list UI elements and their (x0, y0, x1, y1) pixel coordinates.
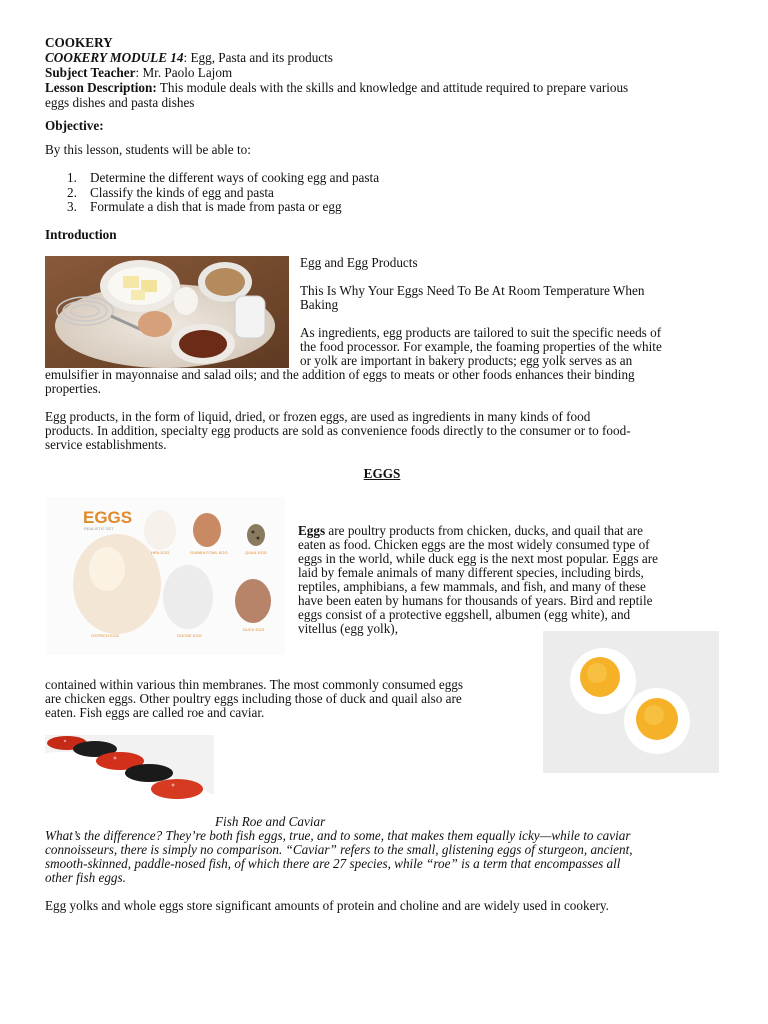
lesson-text-1: This module deals with the skills and knowledge and attitude required to prepare various (156, 80, 629, 95)
intro-p2-line1: Egg products, in the form of liquid, dried, or frozen eggs, are used as ingredients in many kinds of food (45, 409, 591, 424)
article-title-1: This Is Why Your Eggs Need To Be At Room Temperature When (300, 283, 645, 298)
egg-types-poster-image (47, 497, 285, 655)
intro-p2-line3: service establishments. (45, 437, 167, 452)
boiled-eggs-image (543, 631, 719, 773)
eggs-line5: reptiles, amphibians, a few mammals, and fish, and many of these (298, 579, 646, 594)
intro-p1-line3: or yolk are important in bakery products; egg yolk serves as an (300, 353, 633, 368)
list-item (67, 200, 379, 215)
poster-label-duck: DUCK EGG (243, 627, 265, 632)
intro-p2-line2: products. In addition, specialty egg products are sold as convenience foods directly to the consumer or to food- (45, 423, 631, 438)
list-text: Formulate a dish that is made from pasta or egg (90, 199, 342, 214)
list-item (67, 171, 379, 186)
eggs-line6: have been eaten by humans for thousands of years. Bird and reptile (298, 593, 653, 608)
list-number: 1. (67, 170, 77, 185)
caviar-quote-line2: connoisseurs, there is simply no comparison. “Caviar” refers to the small, glistening eggs of sturgeon, ancient, (45, 842, 633, 857)
caviar-quote-line3: smooth-skinned, paddle-nosed fish, of which there are 27 species, while “roe” is a term that encompasses all (45, 856, 621, 871)
list-number: 2. (67, 184, 77, 200)
lesson-text-2: eggs dishes and pasta dishes (45, 95, 195, 110)
list-text: Determine the different ways of cooking egg and pasta (90, 170, 380, 185)
eggs-line1-rest: are poultry products from chicken, ducks, and quail that are (325, 523, 643, 538)
intro-p1-line1: As ingredients, egg products are tailored to suit the specific needs of (300, 325, 662, 340)
fish-roe-caviar-image (45, 735, 214, 826)
intro-p1-line2: the food processor. For example, the foaming properties of the white (300, 339, 662, 354)
fish-roe-caption: Fish Roe and Caviar (215, 814, 326, 829)
intro-subtitle: Egg and Egg Products (300, 255, 418, 270)
lesson-label: Lesson Description: (45, 80, 157, 95)
poster-label-hen: HEN EGG (151, 550, 170, 555)
poster-subtitle: REALISTIC SET (84, 526, 114, 531)
poster-label-quail: QUAIL EGG (245, 550, 267, 555)
objective-heading: Objective: (45, 118, 104, 133)
caviar-quote-line1: What’s the difference? They’re both fish eggs, true, and to some, that makes them equally icky—while to caviar (45, 828, 631, 843)
eggs-cont-line1: contained within various thin membranes. The most commonly consumed eggs (45, 677, 464, 692)
article-title-2: Baking (300, 297, 339, 312)
intro-p1-line4: emulsifier in mayonnaise and salad oils; and the addition of eggs to meats or other foods enhances their binding (45, 367, 635, 382)
closing-paragraph: Egg yolks and whole eggs store significant amounts of protein and choline and are widely used in cookery. (45, 898, 609, 913)
objective-intro: By this lesson, students will be able to: (45, 142, 251, 157)
eggs-cont-line3: eaten. Fish eggs are called roe and caviar. (45, 705, 265, 720)
eggs-line2: eaten as food. Chicken eggs are the most widely consumed type of (298, 537, 650, 552)
poster-label-ostrich: OSTRICH EGG (91, 633, 120, 638)
module-title: : Egg, Pasta and its products (183, 50, 333, 65)
eggs-lead-word: Eggs (298, 523, 326, 538)
poster-label-guinea: GUINEA FOWL EGG (190, 550, 228, 555)
module-label: COOKERY MODULE 14 (45, 50, 184, 65)
list-text: Classify the kinds of egg and pasta (90, 184, 274, 200)
eggs-line3: eggs in the world, while duck egg is the next most popular. Eggs are (298, 551, 659, 566)
eggs-cont-line2: are chicken eggs. Other poultry eggs including those of duck and quail also are (45, 691, 462, 706)
objective-list (67, 171, 379, 215)
eggs-line7: eggs consist of a protective eggshell, albumen (egg white), and (298, 607, 631, 622)
module-line (45, 51, 333, 65)
poster-label-goose: GOOSE EGG (177, 633, 202, 638)
course-title: COOKERY (45, 35, 113, 50)
list-number: 3. (67, 199, 77, 214)
lesson-description-line1 (45, 81, 628, 95)
introduction-heading: Introduction (45, 227, 117, 242)
eggs-line4: laid by female animals of many different species, including birds, (298, 565, 644, 580)
baking-ingredients-image (45, 256, 289, 368)
eggs-heading: EGGS (363, 466, 401, 481)
teacher-line (45, 66, 232, 80)
eggs-line8: vitellus (egg yolk), (298, 621, 398, 636)
poster-title: EGGS (83, 508, 133, 527)
teacher-label: Subject Teacher (45, 65, 136, 80)
list-item (67, 186, 379, 201)
intro-p1-line5: properties. (45, 381, 102, 396)
caviar-quote-line4: other fish eggs. (45, 870, 126, 885)
teacher-name: : Mr. Paolo Lajom (135, 65, 233, 80)
